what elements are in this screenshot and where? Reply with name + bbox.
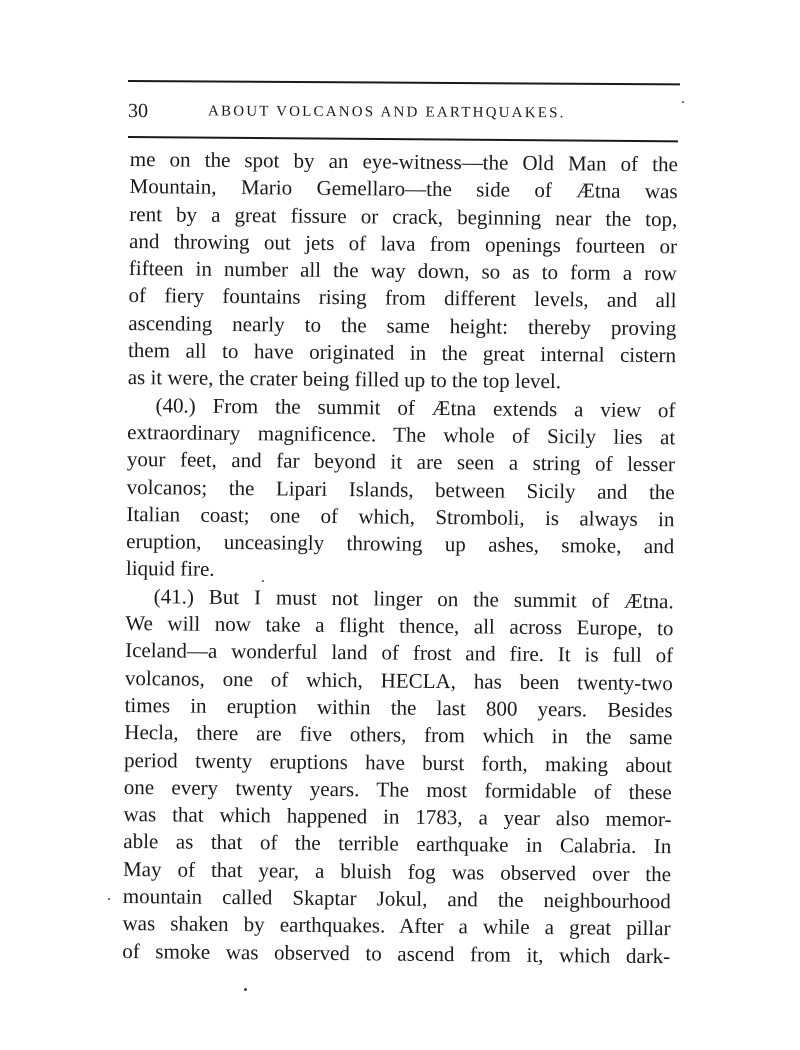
text-line: one every twenty years. The most formidable of these <box>123 774 672 805</box>
text-line: mountain called Skaptar Jokul, and the neighbourhood <box>122 883 671 914</box>
text-line: liquid fire. <box>125 556 215 582</box>
text-line: as it were, the crater being filled up to the top level. <box>127 365 562 394</box>
text-line: volcanos; the Lipari Islands, between Sicily and the <box>126 474 675 504</box>
text-line: We will now take a flight thence, all across Europe, to <box>125 611 674 641</box>
print-speck <box>682 101 684 103</box>
text-line: your feet, and far beyond it are seen a string of lesser <box>126 447 676 477</box>
page-number: 30 <box>127 100 149 123</box>
text-line: ascending nearly to the same height: thereby proving <box>128 310 677 341</box>
text-line: of smoke was observed to ascend from it, which dark- <box>122 938 671 968</box>
print-speck <box>244 988 247 991</box>
text-line: times in eruption within the last 800 years. Besides <box>124 692 673 723</box>
text-line: was that which happened in 1783, a year also memor- <box>123 802 672 832</box>
header-rule-top <box>128 80 680 85</box>
text-line: Italian coast; one of which, Stromboli, is always in <box>126 501 675 532</box>
print-speck <box>108 898 110 900</box>
text-line: me on the spot by an eye-witness—the Old Man of the <box>129 146 678 177</box>
header-rule-bottom <box>128 136 678 142</box>
print-speck <box>262 580 264 582</box>
text-line: able as that of the terrible earthquake in Calabria. In <box>123 829 672 859</box>
text-line: Iceland—a wonderful land of frost and fire. It is full of <box>125 638 674 668</box>
text-line: extraordinary magnificence. The whole of Sicily lies at <box>127 419 676 450</box>
body-text <box>122 146 678 970</box>
paragraph-41-start: (41.) But I must not linger on the summit of Ætna. <box>153 583 674 613</box>
text-line: them all to have originated in the great internal cistern <box>127 338 677 368</box>
text-line: volcanos, one of which, HECLA, has been twenty-two <box>124 665 673 695</box>
text-line: of fiery fountains rising from different levels, and all <box>128 283 677 313</box>
text-line: was shaken by earthquakes. After a while a great pillar <box>122 911 671 941</box>
paragraph-40-start: (40.) From the summit of Ætna extends a view of <box>155 392 676 422</box>
text-line: rent by a great fissure or crack, beginning near the top, <box>129 201 678 231</box>
text-line: May of that year, a bluish fog was observed over the <box>122 856 672 886</box>
text-line: fifteen in number all the way down, so as to form a row <box>128 256 677 286</box>
text-line: period twenty eruptions have burst forth, making about <box>123 747 673 777</box>
text-line: Hecla, there are five others, from which in the same <box>124 720 673 750</box>
text-line: eruption, unceasingly throwing up ashes, smoke, and <box>126 529 675 559</box>
running-title: ABOUT VOLCANOS AND EARTHQUAKES. <box>207 103 566 122</box>
running-head <box>128 100 680 133</box>
text-line: Mountain, Mario Gemellaro—the side of Ætna was <box>129 174 678 204</box>
text-line: and throwing out jets of lava from openings fourteen or <box>128 228 678 259</box>
